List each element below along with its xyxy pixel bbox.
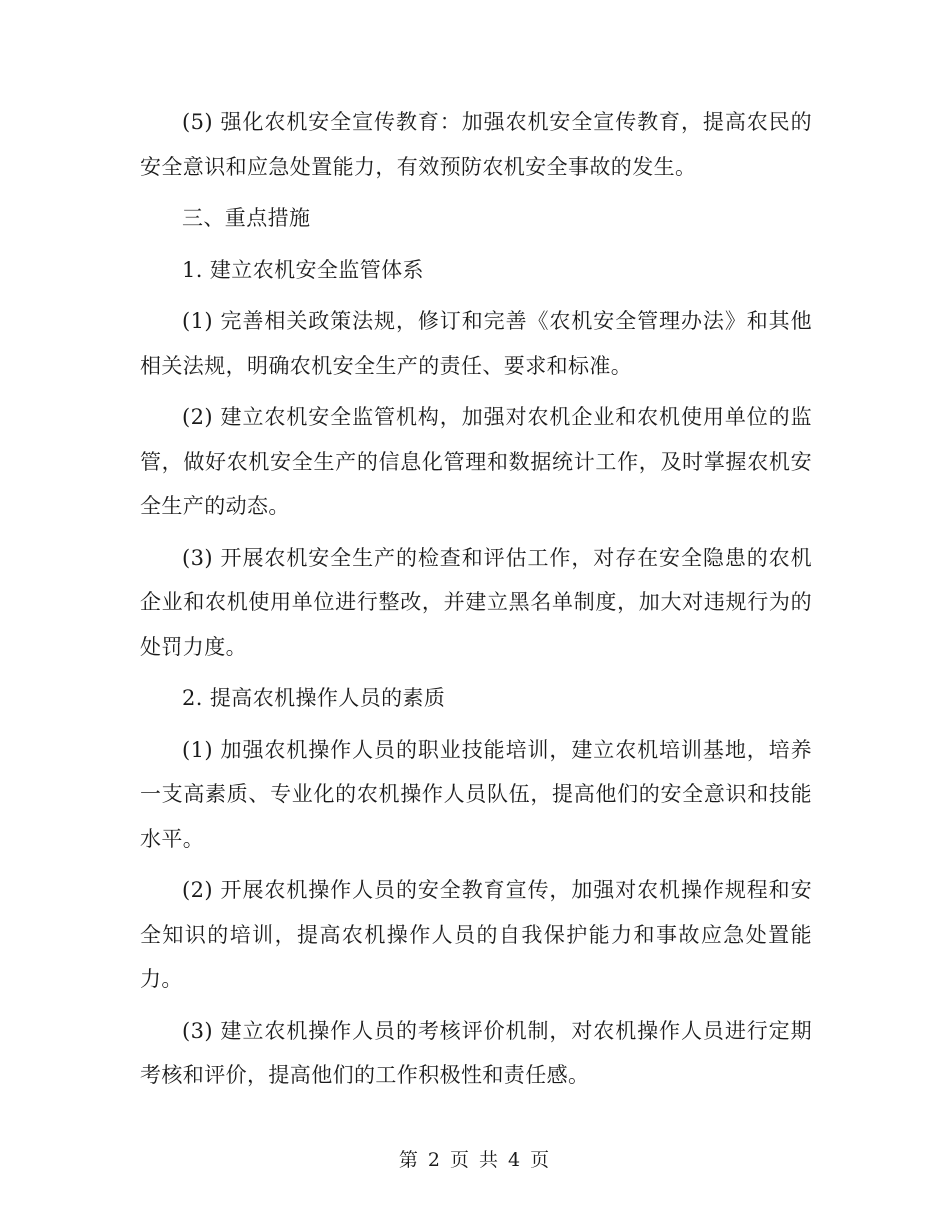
paragraph-policy: (1) 完善相关政策法规，修订和完善《农机安全管理办法》和其他相关法规，明确农机安全生产的责任、要求和标准。 [140, 309, 812, 378]
subheading-supervision-system: 1. 建立农机安全监管体系 [182, 257, 424, 282]
section-heading-key-measures: 三、重点措施 [182, 206, 311, 230]
paragraph-agency: (2) 建立农机安全监管机构，加强对农机企业和农机使用单位的监管，做好农机安全生产的信息化管理和数据统计工作，及时掌握农机安全生产的动态。 [140, 405, 812, 518]
paragraph-assessment: (3) 建立农机操作人员的考核评价机制，对农机操作人员进行定期考核和评价，提高他们的工作积极性和责任感。 [140, 1018, 812, 1087]
paragraph-1: (5) 强化农机安全宣传教育：加强农机安全宣传教育，提高农民的安全意识和应急处置能力，有效预防农机安全事故的发生。 [140, 110, 812, 179]
paragraph-training: (1) 加强农机操作人员的职业技能培训，建立农机培训基地，培养一支高素质、专业化的农机操作人员队伍，提高他们的安全意识和技能水平。 [140, 737, 812, 851]
subheading-operator-quality: 2. 提高农机操作人员的素质 [182, 686, 446, 710]
paragraph-inspection: (3) 开展农机安全生产的检查和评估工作，对存在安全隐患的农机企业和农机使用单位进行整改，并建立黑名单制度，加大对违规行为的处罚力度。 [140, 545, 812, 659]
page-number-footer: 第 2 页 共 4 页 [398, 1149, 552, 1171]
document-body [140, 100, 812, 1105]
paragraph-safety-education: (2) 开展农机操作人员的安全教育宣传，加强对农机操作规程和安全知识的培训，提高农机操作人员的自我保护能力和事故应急处置能力。 [140, 878, 812, 991]
